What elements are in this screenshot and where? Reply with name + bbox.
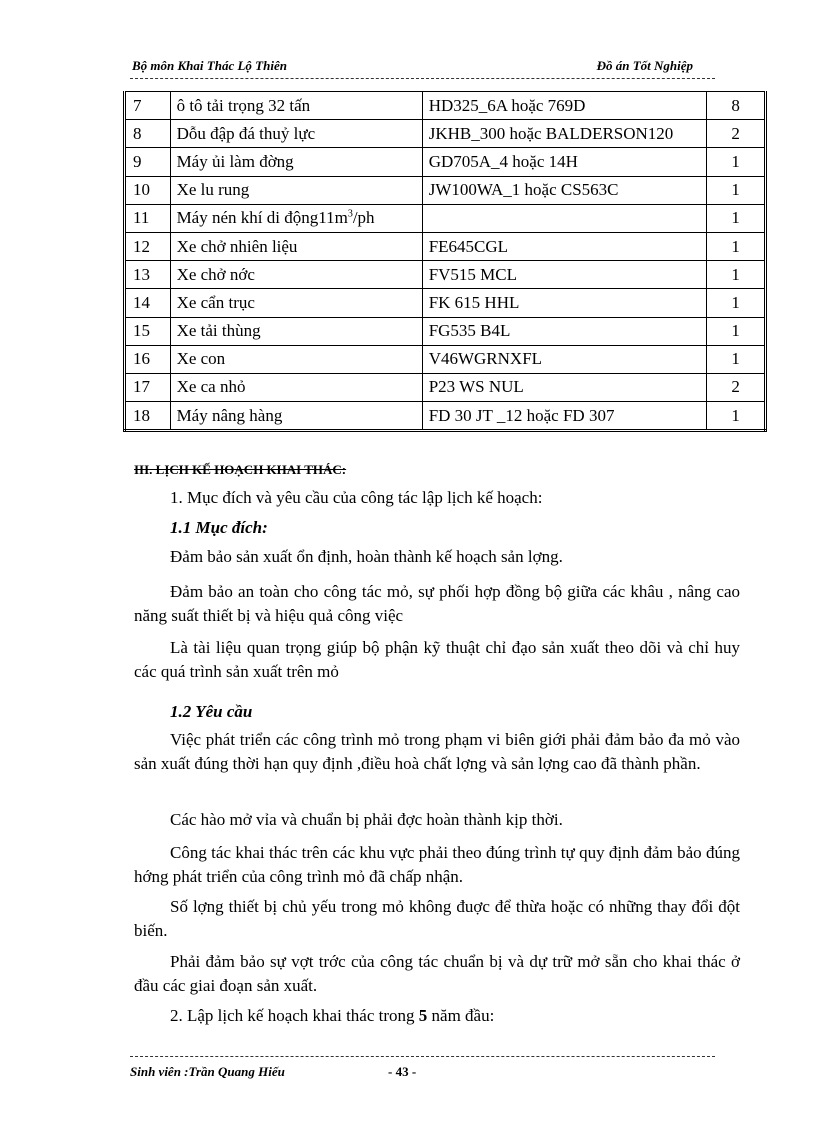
header-department: Bộ môn Khai Thác Lộ Thiên bbox=[132, 58, 287, 73]
table-row bbox=[125, 345, 766, 373]
row-number: 17 bbox=[125, 373, 171, 401]
header-title: Đồ án Tốt Nghiệp bbox=[596, 58, 693, 73]
paragraph-6: Công tác khai thác trên các khu vực phải theo đúng trình tự quy định đảm bảo đúng hớng phát triển của công trình mỏ đã chấp nhận. bbox=[134, 843, 740, 886]
equipment-quantity: 1 bbox=[707, 176, 766, 204]
equipment-model: GD705A_4 hoặc 14H bbox=[422, 148, 707, 176]
table-row bbox=[125, 317, 766, 345]
equipment-quantity: 1 bbox=[707, 232, 766, 260]
equipment-name: Xe ca nhỏ bbox=[170, 373, 422, 401]
item-1-heading: 1. Mục đích và yêu cầu của công tác lập lịch kế hoạch: bbox=[170, 488, 543, 507]
header-divider bbox=[130, 78, 715, 79]
row-number: 13 bbox=[125, 261, 171, 289]
equipment-name: Xe lu rung bbox=[170, 176, 422, 204]
paragraph-2: Đảm bảo an toàn cho công tác mỏ, sự phối hợp đồng bộ giữa các khâu , nâng cao năng suất thiết bị và hiệu quả công việc bbox=[134, 582, 740, 625]
page-header bbox=[130, 56, 715, 76]
footer-author: Sinh viên :Trần Quang Hiếu bbox=[130, 1064, 285, 1079]
row-number: 16 bbox=[125, 345, 171, 373]
paragraph-7: Số lợng thiết bị chủ yếu trong mỏ không đuợc để thừa hoặc có những thay đổi đột biến. bbox=[134, 897, 740, 940]
equipment-quantity: 1 bbox=[707, 289, 766, 317]
item-2-years: 5 bbox=[418, 1006, 428, 1025]
equipment-name: Xe con bbox=[170, 345, 422, 373]
row-number: 11 bbox=[125, 204, 171, 232]
row-number: 12 bbox=[125, 232, 171, 260]
equipment-model: JW100WA_1 hoặc CS563C bbox=[422, 176, 707, 204]
equipment-name: Máy nâng hàng bbox=[170, 402, 422, 431]
equipment-table bbox=[123, 91, 767, 432]
equipment-model: FV515 MCL bbox=[422, 261, 707, 289]
unit-exponent: 3 bbox=[347, 208, 353, 220]
equipment-name: Xe chở nớc bbox=[170, 261, 422, 289]
equipment-model: FK 615 HHL bbox=[422, 289, 707, 317]
paragraph-8: Phải đảm bảo sự vợt trớc của công tác chuẩn bị và dự trữ mở sẵn cho khai thác ở đầu các giai đoạn sản xuất. bbox=[134, 952, 740, 995]
equipment-name: Máy ủi làm đờng bbox=[170, 148, 422, 176]
paragraph-5: Các hào mở vỉa và chuẩn bị phải đợc hoàn thành kịp thời. bbox=[170, 810, 563, 829]
equipment-model: FD 30 JT _12 hoặc FD 307 bbox=[422, 402, 707, 431]
equipment-name bbox=[170, 204, 422, 232]
table-row bbox=[125, 204, 766, 232]
table-row bbox=[125, 148, 766, 176]
equipment-name: Xe tải thùng bbox=[170, 317, 422, 345]
equipment-model: HD325_6A hoặc 769D bbox=[422, 92, 707, 120]
row-number: 10 bbox=[125, 176, 171, 204]
unit-suffix: /ph bbox=[352, 208, 375, 228]
equipment-model: FE645CGL bbox=[422, 232, 707, 260]
equipment-name: Xe chở nhiên liệu bbox=[170, 232, 422, 260]
item-2-suffix: năm đầu: bbox=[427, 1006, 495, 1025]
paragraph-1: Đảm bảo sản xuất ổn định, hoàn thành kế hoạch sản lợng. bbox=[170, 547, 563, 566]
equipment-model: P23 WS NUL bbox=[422, 373, 707, 401]
equipment-name: ô tô tải trọng 32 tấn bbox=[170, 92, 422, 120]
equipment-name: Xe cẩn trục bbox=[170, 289, 422, 317]
equipment-name: Dỗu đập đá thuỷ lực bbox=[170, 120, 422, 148]
item-2-heading bbox=[170, 1004, 494, 1028]
equipment-quantity: 1 bbox=[707, 261, 766, 289]
table-row bbox=[125, 120, 766, 148]
table-row bbox=[125, 402, 766, 431]
row-number: 18 bbox=[125, 402, 171, 431]
table-row bbox=[125, 373, 766, 401]
row-number: 15 bbox=[125, 317, 171, 345]
table-row bbox=[125, 92, 766, 120]
equipment-model: FG535 B4L bbox=[422, 317, 707, 345]
row-number: 7 bbox=[125, 92, 171, 120]
row-number: 9 bbox=[125, 148, 171, 176]
equipment-quantity: 1 bbox=[707, 317, 766, 345]
subheading-requirements: 1.2 Yêu cầu bbox=[170, 702, 253, 721]
equipment-quantity: 8 bbox=[707, 92, 766, 120]
table-row bbox=[125, 289, 766, 317]
equipment-name-text: Máy nén khí di động11m bbox=[176, 208, 348, 228]
row-number: 8 bbox=[125, 120, 171, 148]
table-row bbox=[125, 261, 766, 289]
table-row bbox=[125, 232, 766, 260]
row-number: 14 bbox=[125, 289, 171, 317]
equipment-model bbox=[422, 204, 707, 232]
section-title: III. LỊCH KẾ HOẠCH KHAI THÁC: bbox=[134, 462, 347, 477]
equipment-model: V46WGRNXFL bbox=[422, 345, 707, 373]
table-row bbox=[125, 176, 766, 204]
equipment-quantity: 1 bbox=[707, 204, 766, 232]
paragraph-3: Là tài liệu quan trọng giúp bộ phận kỹ thuật chỉ đạo sản xuất theo dõi và chỉ huy các quá trình sản xuất trên mỏ bbox=[134, 638, 740, 681]
item-2-text: 2. Lập lịch kế hoạch khai thác trong bbox=[170, 1006, 419, 1025]
subheading-purpose: 1.1 Mục đích: bbox=[170, 518, 268, 537]
equipment-quantity: 1 bbox=[707, 345, 766, 373]
footer-divider bbox=[130, 1056, 715, 1057]
paragraph-4: Việc phát triển các công trình mỏ trong phạm vi biên giới phải đảm bảo đa mỏ vào sản xuất đúng thời hạn quy định ,điều hoà chất lợng và sản lợng cao đã thành phần. bbox=[134, 730, 740, 773]
equipment-model: JKHB_300 hoặc BALDERSON120 bbox=[422, 120, 707, 148]
page-number: - 43 - bbox=[388, 1064, 417, 1079]
page-footer bbox=[130, 1064, 730, 1084]
equipment-quantity: 2 bbox=[707, 120, 766, 148]
equipment-quantity: 1 bbox=[707, 402, 766, 431]
equipment-quantity: 1 bbox=[707, 148, 766, 176]
equipment-quantity: 2 bbox=[707, 373, 766, 401]
